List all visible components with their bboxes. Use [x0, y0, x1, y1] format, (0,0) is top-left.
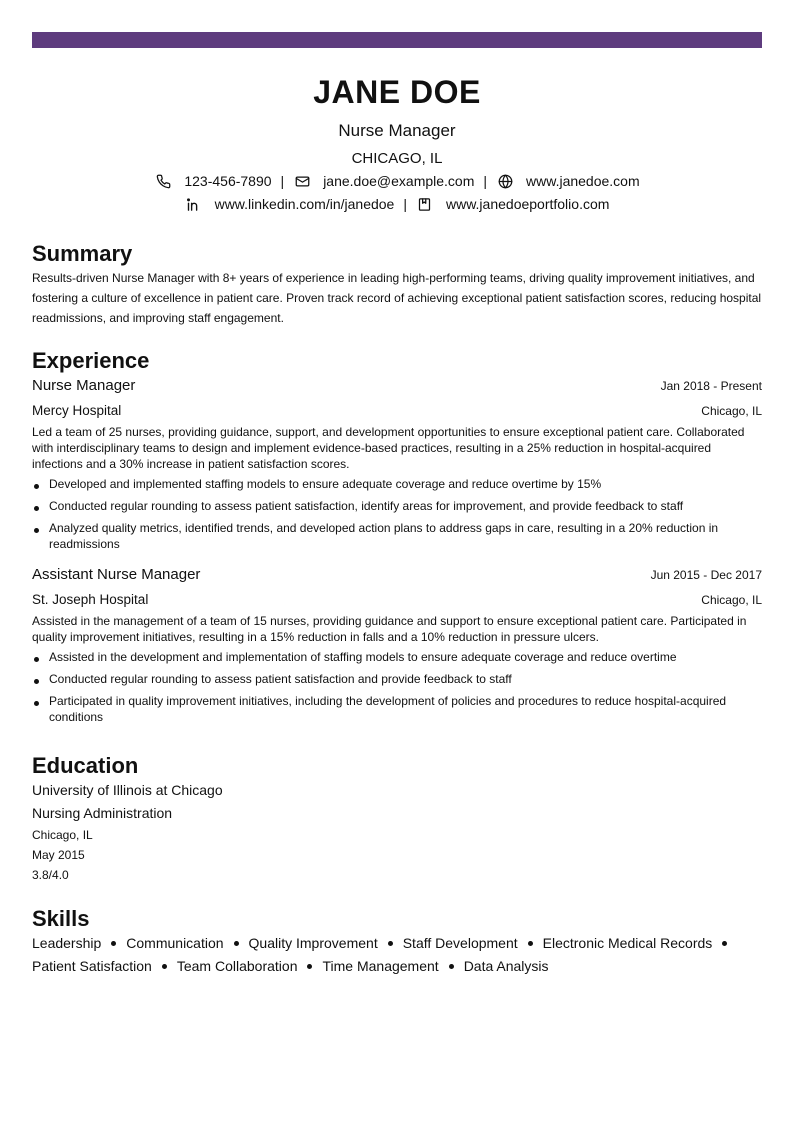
list-item: Conducted regular rounding to assess patient satisfaction, identify areas for improvement, and provide feedback to staff: [32, 498, 762, 514]
job-dates: Jan 2018 - Present: [660, 379, 762, 393]
bullet-dot: [111, 941, 116, 946]
globe-icon: [496, 172, 514, 190]
list-item: Developed and implemented staffing models to ensure adequate coverage and reduce overtime by 15%: [32, 476, 762, 492]
skill-item: Communication: [126, 935, 224, 951]
linkedin-link[interactable]: www.linkedin.com/in/janedoe: [214, 196, 395, 212]
bullet-dot: [449, 964, 454, 969]
job-subheader: [32, 400, 762, 422]
phone-icon: [154, 172, 172, 190]
experience-entry: [32, 564, 762, 725]
skill-item: Patient Satisfaction: [32, 958, 152, 974]
separator: |: [403, 196, 407, 212]
email-link[interactable]: jane.doe@example.com: [323, 173, 475, 189]
job-description: Assisted in the management of a team of 15 nurses, providing guidance and support to ensure exceptional patient care. Participated in quality improvement initiatives, resulting in a 15% reduction in falls and a 10% reduction in pressure ulcers.: [32, 614, 747, 644]
bullet-dot: [162, 964, 167, 969]
job-header: [32, 375, 762, 397]
skills-row-1: [32, 932, 762, 955]
skill-item: Quality Improvement: [248, 935, 378, 951]
bullet-dot: [722, 941, 727, 946]
experience-heading: Experience: [32, 348, 150, 373]
resume-header: [0, 72, 794, 214]
contact-row-1: [0, 171, 794, 191]
bullet-dot: [528, 941, 533, 946]
skill-item: Electronic Medical Records: [542, 935, 713, 951]
list-item: Participated in quality improvement initiatives, including the development of policies and procedures to reduce hospital-acquired conditions: [32, 693, 762, 725]
skill-item: Data Analysis: [463, 958, 549, 974]
skill-item: Staff Development: [402, 935, 518, 951]
job-title: Nurse Manager: [338, 121, 456, 140]
education-location: Chicago, IL: [32, 828, 93, 842]
education-school: University of Illinois at Chicago: [32, 782, 223, 798]
education-date: May 2015: [32, 848, 85, 862]
skill-item: Time Management: [322, 958, 439, 974]
accent-bar: [32, 32, 762, 48]
job-company: St. Joseph Hospital: [32, 592, 149, 607]
job-company: Mercy Hospital: [32, 403, 122, 418]
email-icon: [293, 172, 311, 190]
list-item: Assisted in the development and implementation of staffing models to ensure adequate coverage and reduce overtime: [32, 649, 762, 665]
job-position: Assistant Nurse Manager: [32, 566, 201, 583]
skill-item: Leadership: [32, 935, 102, 951]
list-item: Conducted regular rounding to assess patient satisfaction and provide feedback to staff: [32, 671, 762, 687]
list-item: Analyzed quality metrics, identified trends, and developed action plans to address gaps in care, resulting in a 20% reduction in readmissions: [32, 520, 762, 552]
education-field: Nursing Administration: [32, 805, 173, 821]
bullet-dot: [307, 964, 312, 969]
candidate-name: JANE DOE: [313, 74, 481, 110]
summary-heading: Summary: [32, 241, 133, 266]
job-location: Chicago, IL: [701, 593, 762, 607]
separator: |: [483, 173, 488, 189]
job-bullets: [32, 649, 762, 725]
summary-text: Results-driven Nurse Manager with 8+ years of experience in leading high-performing teams, driving quality improvement initiatives, and fostering a culture of excellence in patient care. Proven track record of achieving exceptional patient satisfaction scores, reducing hospital readmissions, and improving staff engagement.: [32, 271, 762, 325]
job-subheader: [32, 589, 762, 611]
job-position: Nurse Manager: [32, 377, 136, 394]
job-description: Led a team of 25 nurses, providing guidance, support, and development opportunities to ensure exceptional patient care. Collaborated with interdisciplinary teams to design and implement evidence-based practices, resulting in a 25% reduction in hospital-acquired infections and a 30% increase in patient satisfaction scores.: [32, 425, 745, 471]
bullet-dot: [234, 941, 239, 946]
bullet-dot: [388, 941, 393, 946]
experience-section: [32, 348, 762, 731]
skills-section: [32, 906, 762, 978]
job-header: [32, 564, 762, 586]
job-location: Chicago, IL: [701, 404, 762, 418]
education-gpa: 3.8/4.0: [32, 868, 69, 882]
phone-number[interactable]: 123-456-7890: [184, 173, 272, 189]
skills-heading: Skills: [32, 906, 90, 931]
separator: |: [280, 173, 285, 189]
experience-entry: [32, 375, 762, 552]
portfolio-link[interactable]: www.janedoeportfolio.com: [445, 196, 610, 212]
skills-row-2: [32, 955, 762, 978]
contact-row-2: [0, 194, 794, 214]
linkedin-icon: [185, 195, 203, 213]
summary-section: [32, 241, 762, 328]
education-heading: Education: [32, 753, 139, 778]
job-bullets: [32, 476, 762, 552]
skill-item: Team Collaboration: [176, 958, 298, 974]
candidate-location: CHICAGO, IL: [351, 150, 443, 167]
job-dates: Jun 2015 - Dec 2017: [650, 568, 762, 582]
portfolio-icon: [416, 195, 434, 213]
website-link[interactable]: www.janedoe.com: [526, 173, 640, 189]
education-section: [32, 753, 762, 885]
